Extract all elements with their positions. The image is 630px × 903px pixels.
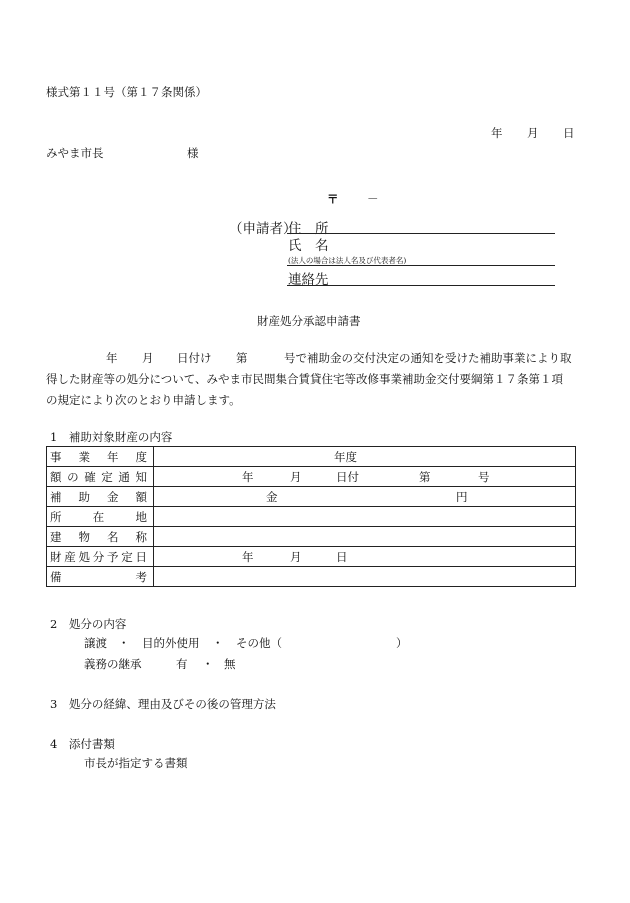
row-label-char: 処 [78,549,90,564]
contact-label: 連絡先 [288,272,329,288]
row-label-char: 業 [78,449,90,464]
building-name-cell[interactable] [154,527,576,547]
table-row [47,487,576,507]
option-separator: ・ [212,636,224,650]
row-label-char: 知 [135,469,147,484]
row-label-char: 分 [92,549,105,564]
row-label [50,469,153,485]
row-label-char: 称 [135,529,147,544]
section4-heading: 4 添付書類 [50,737,115,751]
row-label [50,489,153,505]
body-line1-text: 号で補助金の交付決定の通知を受けた補助事業により取 [284,351,572,365]
body-line3: の規定により次のとおり申請します。 [46,393,241,407]
row-label-char: 日 [135,549,147,564]
applicant-label: （申請者） [229,221,297,237]
row-label-char: 財 [50,549,62,564]
row-label-char: 年 [107,449,119,464]
row-label-char: 補 [50,489,62,504]
row-label [50,449,153,465]
row-label-char: 名 [107,529,119,544]
postal-dash: － [367,192,379,206]
row-label-char: 額 [50,469,62,484]
row-label-char: 地 [135,509,147,524]
remarks-cell[interactable] [154,567,576,587]
row-label-char: 産 [64,549,76,564]
body-month: 月 [142,351,154,365]
duty-yes: 有 [176,657,188,671]
row-label [50,529,153,545]
row-label-char: 確 [84,469,96,484]
contact-field[interactable] [287,285,555,286]
body-year: 年 [106,351,118,365]
row-label-char: の [67,469,79,484]
row-label-char: 所 [50,509,62,524]
section1-heading: 1 補助対象財産の内容 [50,430,173,444]
form-number: 様式第１１号（第１７条関係） [46,85,207,99]
fiscal-year-cell[interactable]: 年度 [154,447,576,467]
row-label-char: 考 [135,569,147,584]
table-row [47,547,576,567]
row-label [50,549,153,565]
duty-separator: ・ [202,657,214,671]
option-close-paren: ） [396,636,408,650]
name-label: 氏 名 [288,238,329,254]
row-label-char: 在 [92,509,105,524]
date-month: 月 [527,126,539,140]
property-table [46,446,576,587]
document-title: 財産処分承認申請書 [257,314,361,328]
table-row [47,527,576,547]
row-label-char: 事 [50,449,62,464]
addressee-honorific: 様 [187,146,199,160]
confirmation-notice-cell[interactable]: 年 月 日付 第 号 [154,467,576,487]
name-field[interactable] [287,265,555,266]
table-row [47,507,576,527]
table-row [47,567,576,587]
option-transfer: 譲渡 [84,636,107,650]
option-other-use: 目的外使用 [142,636,200,650]
row-label-char: 定 [121,549,133,564]
option-other: その他（ [236,636,282,650]
table-row [47,467,576,487]
duty-label: 義務の継承 [84,657,142,671]
row-label [50,509,153,525]
disposal-date-cell[interactable]: 年 月 日 [154,547,576,567]
row-label-char: 予 [107,549,119,564]
attachment-item: 市長が指定する書類 [84,756,188,770]
subsidy-amount-cell[interactable]: 金 円 [154,487,576,507]
addressee-name: みやま市長 [46,146,104,160]
body-dated: 日付け [177,351,212,365]
row-label-char: 備 [50,569,62,584]
row-label-char: 物 [78,529,90,544]
row-label-char: 助 [78,489,90,504]
row-label-char: 額 [135,489,147,504]
row-label-char: 度 [135,449,147,464]
body-line2: 得した財産等の処分について、みやま市民間集合賃貸住宅等改修事業補助金交付要綱第１７条第１項 [46,372,564,386]
section3-heading: 3 処分の経緯、理由及びその後の管理方法 [50,697,276,711]
date-year: 年 [491,126,503,140]
row-label [50,569,153,585]
address-label: 住 所 [288,221,329,237]
location-cell[interactable] [154,507,576,527]
row-label-char: 通 [118,469,130,484]
postal-mark: 〒 [327,192,339,206]
section2-heading: 2 処分の内容 [50,617,127,631]
date-day: 日 [563,126,575,140]
table-row [47,447,576,467]
row-label-char: 金 [107,489,119,504]
corp-note: (法人の場合は法人名及び代表者名) [288,256,407,265]
body-number-prefix: 第 [236,351,248,365]
row-label-char: 定 [101,469,113,484]
option-separator: ・ [118,636,130,650]
row-label-char: 建 [50,529,62,544]
duty-no: 無 [224,657,236,671]
